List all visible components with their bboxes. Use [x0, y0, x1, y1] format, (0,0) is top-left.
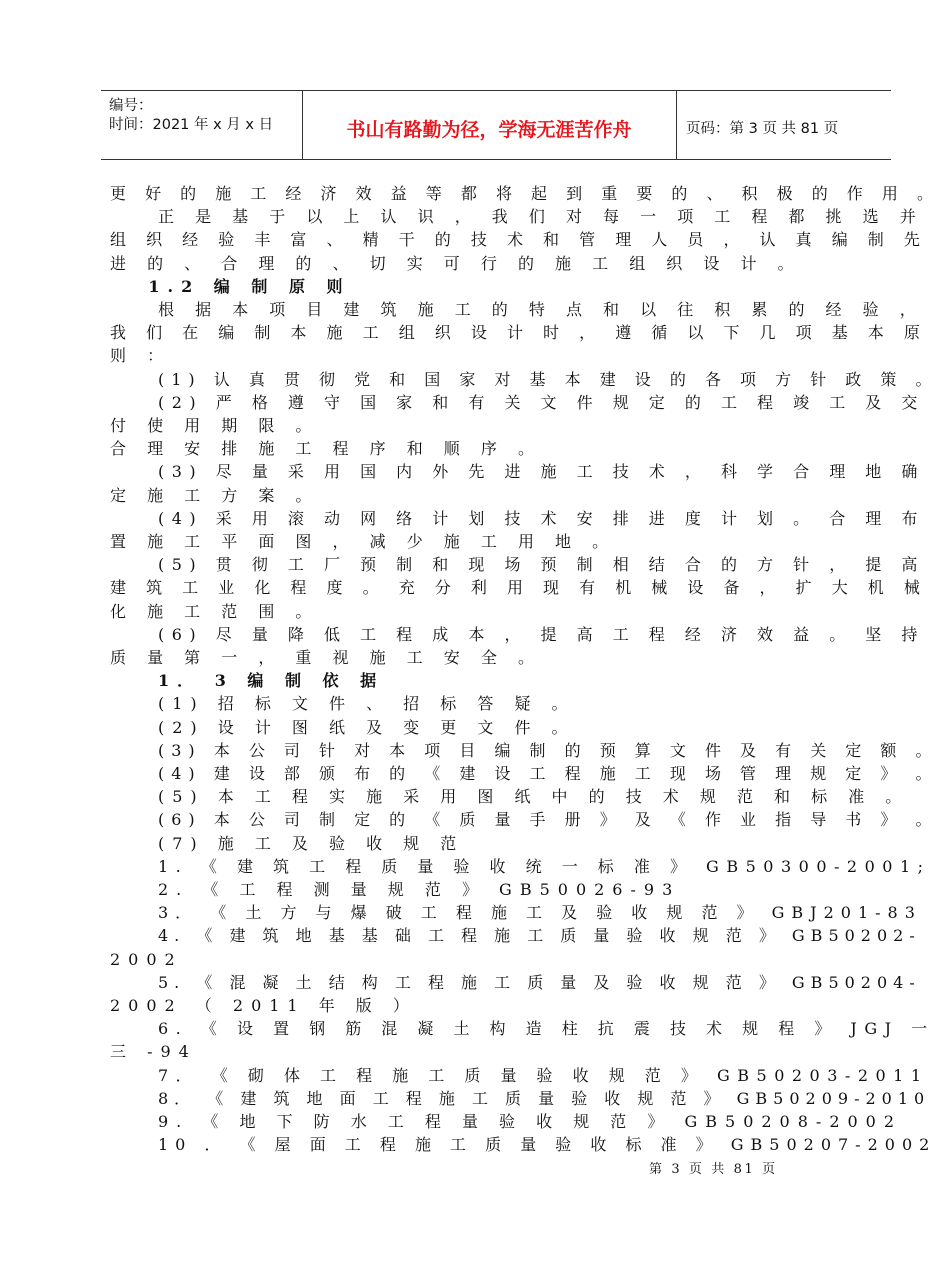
- body-line: 质 量 第 一 ， 重 视 施 工 安 全 。: [110, 648, 542, 667]
- body-line: (6) 尽 量 降 低 工 程 成 本 ， 提 高 工 程 经 济 效 益 。 坚 持: [158, 624, 925, 644]
- body-line: 4. 《 建 筑 地 基 基 础 工 程 施 工 质 量 验 收 规 范 》 GB50202-: [158, 926, 921, 946]
- body-line: 7． 《 砌 体 工 程 施 工 质 量 验 收 规 范 》 GB50203-2011: [158, 1065, 929, 1085]
- serial-label: 编号：: [109, 98, 153, 114]
- body-line: (3) 尽 量 采 用 国 内 外 先 进 施 工 技 术 ， 科 学 合 理 地 确: [158, 462, 925, 482]
- body-line: 则 ：: [110, 346, 172, 366]
- body-line: 进 的 、 合 理 的 、 切 实 可 行 的 施 工 组 织 设 计 。: [110, 253, 802, 273]
- body-line: (1) 招 标 文 件 、 招 标 答 疑 。: [158, 694, 576, 714]
- body-line: 建 筑 工 业 化 程 度 。 充 分 利 用 现 有 机 械 设 备 ， 扩 大 机 械: [110, 578, 928, 598]
- page-header: [101, 90, 891, 160]
- body-line: (3) 本 公 司 针 对 本 项 目 编 制 的 预 算 文 件 及 有 关 定 额 。: [158, 740, 939, 760]
- body-line: 定 施 工 方 案 。: [110, 485, 320, 505]
- header-page-cell: [677, 91, 891, 159]
- motto-text: 书山有路勤为径，学海无涯苦作舟: [346, 119, 632, 141]
- header-motto-cell: [302, 91, 677, 159]
- body-line: (2) 设 计 图 纸 及 变 更 文 件 。: [158, 717, 576, 737]
- body-line: (5) 贯 彻 工 厂 预 制 和 现 场 预 制 相 结 合 的 方 针 ， 提 高: [158, 555, 925, 575]
- time-label: 时间：2021 年 x 月 x 日: [109, 117, 274, 133]
- section-heading: 1.2 编 制 原 则: [148, 276, 351, 296]
- body-line: (5) 本 工 程 实 施 采 用 图 纸 中 的 技 术 规 范 和 标 准 。: [158, 787, 910, 807]
- body-line: (4) 采 用 滚 动 网 络 计 划 技 术 安 排 进 度 计 划 。 合 理 布: [158, 508, 925, 528]
- body-line: (6) 本 公 司 制 定 的 《 质 量 手 册 》 及 《 作 业 指 导 书 》 。: [158, 810, 939, 830]
- body-line: (4) 建 设 部 颁 布 的 《 建 设 工 程 施 工 现 场 管 理 规 定 》 。: [158, 764, 939, 783]
- body-line: 合 理 安 排 施 工 程 序 和 顺 序 。: [110, 439, 542, 459]
- header-meta-cell: [101, 91, 303, 159]
- body-line: (2) 严 格 遵 守 国 家 和 有 关 文 件 规 定 的 工 程 竣 工 及 交: [158, 392, 925, 412]
- body-line: 化 施 工 范 围 。: [110, 601, 320, 621]
- body-line: 组 织 经 验 丰 富 、 精 干 的 技 术 和 管 理 人 员 ， 认 真 编 制 先: [110, 230, 928, 250]
- body-line: 根 据 本 项 目 建 筑 施 工 的 特 点 和 以 往 积 累 的 经 验 ，: [158, 300, 924, 319]
- body-line: (7) 施 工 及 验 收 规 范: [158, 833, 465, 853]
- body-line: 付 使 用 期 限 。: [110, 416, 320, 435]
- body-line: 置 施 工 平 面 图 ， 减 少 施 工 用 地 。: [110, 532, 617, 551]
- body-line: 2. 《 工 程 测 量 规 范 》 GB50026-93: [158, 880, 681, 899]
- body-line: (1) 认 真 贯 彻 党 和 国 家 对 基 本 建 设 的 各 项 方 针 政 策 。: [158, 369, 939, 389]
- body-line: 正 是 基 于 以 上 认 识 ， 我 们 对 每 一 项 工 程 都 挑 选 并: [158, 207, 924, 227]
- body-line: 更 好 的 施 工 经 济 效 益 等 都 将 起 到 重 要 的 、 积 极 的 作 用 。: [110, 184, 940, 203]
- body-line: 2002: [110, 949, 183, 969]
- body-line: 5. 《 混 凝 土 结 构 工 程 施 工 质 量 及 验 收 规 范 》 GB50204-: [158, 972, 921, 992]
- body-line: 10 ． 《 屋 面 工 程 施 工 质 量 验 收 标 准 》 GB50207-2002: [158, 1135, 937, 1155]
- body-line: 三 -94: [110, 1042, 197, 1062]
- body-line: 3． 《 土 方 与 爆 破 工 程 施 工 及 验 收 规 范 》 GBJ201-83: [158, 903, 922, 923]
- page-footer: 第 3 页 共 81 页: [649, 1162, 778, 1177]
- page-number-label: 页码：第 3 页 共 81 页: [686, 121, 839, 137]
- body-line: 6. 《 设 置 钢 筋 混 凝 土 构 造 柱 抗 震 技 术 规 程 》 JGJ 一: [158, 1019, 935, 1039]
- body-line: 2002 （ 2011 年 版 ）: [110, 996, 417, 1015]
- section-heading: 1． 3 编 制 依 据: [158, 671, 385, 691]
- body-line: 8． 《 建 筑 地 面 工 程 施 工 质 量 验 收 规 范 》 GB50209-2010: [158, 1088, 931, 1108]
- body-line: 我 们 在 编 制 本 施 工 组 织 设 计 时 ， 遵 循 以 下 几 项 基 本 原: [110, 323, 928, 343]
- body-line: 1. 《 建 筑 工 程 质 量 验 收 统 一 标 准 》 GB50300-2001;: [158, 856, 931, 876]
- body-line: 9. 《 地 下 防 水 工 程 量 验 收 规 范 》 GB50208-2002: [158, 1112, 903, 1131]
